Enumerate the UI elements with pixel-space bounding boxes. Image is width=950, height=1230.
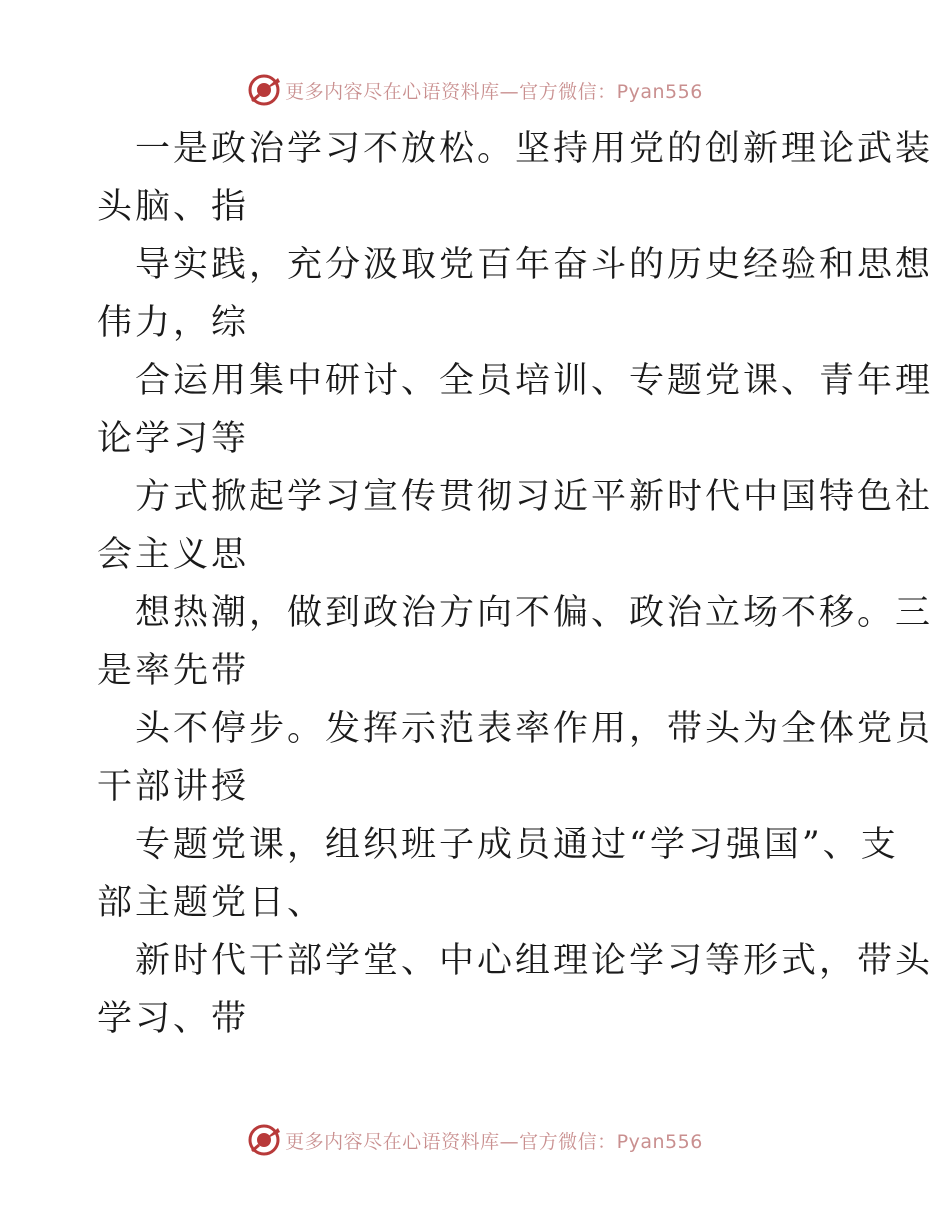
document-body [97, 120, 934, 1048]
body-line: 方式掀起学习宣传贯彻习近平新时代中国特色社 [135, 477, 934, 517]
body-line: 论学习等 [97, 419, 250, 459]
body-line: 伟力，综 [97, 303, 250, 343]
pen-seal-icon [247, 73, 281, 107]
body-line: 新时代干部学堂、中心组理论学习等形式，带头 [135, 941, 934, 981]
body-line: 干部讲授 [97, 767, 250, 807]
body-line: 想热潮，做到政治方向不偏、政治立场不移。三 [135, 593, 934, 633]
footer-banner [0, 1120, 950, 1160]
body-line: 专题党课，组织班子成员通过“学习强国”、支 [135, 825, 899, 865]
header-banner [0, 70, 950, 110]
body-line: 头不停步。发挥示范表率作用，带头为全体党员 [135, 709, 934, 749]
pen-seal-icon [247, 1123, 281, 1157]
header-banner-text: 更多内容尽在心语资料库—官方微信：Pyan556 [285, 80, 703, 103]
footer-banner-text: 更多内容尽在心语资料库—官方微信：Pyan556 [285, 1130, 703, 1153]
body-line: 部主题党日、 [97, 883, 326, 923]
body-line: 一是政治学习不放松。坚持用党的创新理论武装 [135, 129, 934, 169]
body-line: 学习、带 [97, 999, 250, 1039]
body-line: 合运用集中研讨、全员培训、专题党课、青年理 [135, 361, 934, 401]
body-line: 是率先带 [97, 651, 250, 691]
body-line: 会主义思 [97, 535, 250, 575]
body-line: 导实践，充分汲取党百年奋斗的历史经验和思想 [135, 245, 934, 285]
body-line: 头脑、指 [97, 187, 250, 227]
